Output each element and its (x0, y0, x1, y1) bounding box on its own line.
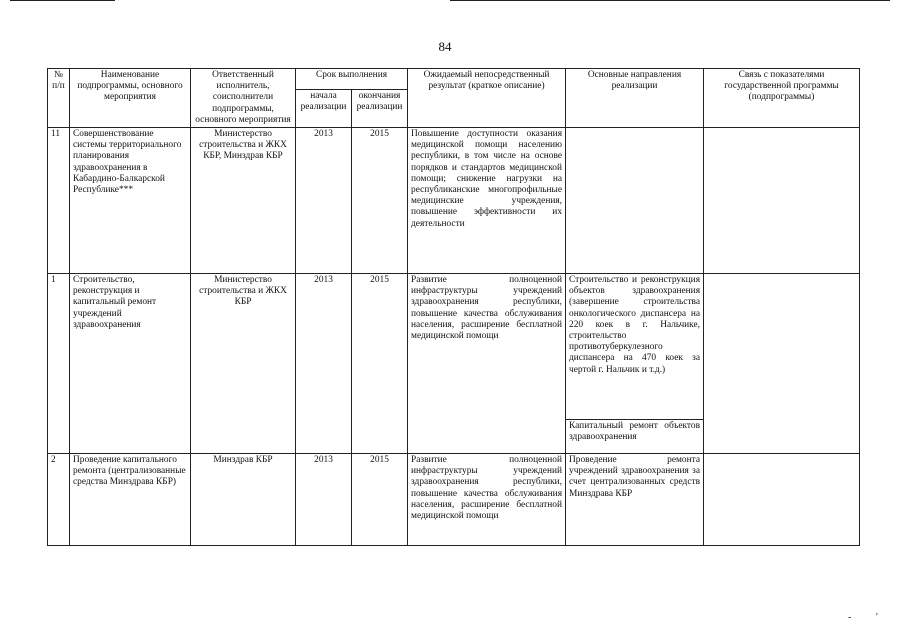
direction-item: Капитальный ремонт объектов здравоохранения (566, 419, 703, 444)
row-directions (566, 128, 704, 274)
row-num: 11 (48, 128, 70, 274)
header-end: окончания реализации (352, 90, 408, 128)
row-link (704, 274, 860, 454)
scan-mark: - (848, 612, 852, 623)
row-result: Повышение доступности оказания медицинской помощи населению республики, в том числе на основе порядков и стандартов медицинской помощи; снижение нагрузки на республиканские многопрофильные медицинские учреждения, повышение эффективности их деятельности (408, 128, 566, 274)
table-row (48, 454, 860, 546)
row-result: Развитие полноценной инфраструктуры учреждений здравоохранения республики, повышение качества обслуживания населения, расширение бесплатной медицинской помощи (408, 274, 566, 454)
row-directions (566, 274, 704, 454)
row-end: 2015 (352, 454, 408, 546)
scan-mark: ' (876, 612, 878, 623)
directions-subtable (566, 274, 703, 444)
row-start: 2013 (296, 274, 352, 454)
header-name: Наименование подпрограммы, основного мероприятия (70, 69, 191, 128)
row-end: 2015 (352, 274, 408, 454)
row-link (704, 454, 860, 546)
row-num: 2 (48, 454, 70, 546)
header-link: Связь с показателями государственной программы (подпрограммы) (704, 69, 860, 128)
row-directions: Проведение ремонта учреждений здравоохранения за счет централизованных средств Минздрава КБР (566, 454, 704, 546)
row-link (704, 128, 860, 274)
table-row (48, 274, 860, 454)
top-rule-right (450, 0, 890, 1)
row-result: Развитие полноценной инфраструктуры учреждений здравоохранения республики, повышение качества обслуживания населения, расширение бесплатной медицинской помощи (408, 454, 566, 546)
row-name: Проведение капитального ремонта (централизованные средства Минздрава КБР) (70, 454, 191, 546)
row-responsible: Министерство строительства и ЖКХ КБР (191, 274, 296, 454)
table-row (48, 128, 860, 274)
header-start: начала реализации (296, 90, 352, 128)
page-number: 84 (438, 39, 452, 54)
row-responsible: Минздрав КБР (191, 454, 296, 546)
row-responsible: Министерство строительства и ЖКХ КБР, Минздрав КБР (191, 128, 296, 274)
row-name: Строительство, реконструкция и капитальный ремонт учреждений здравоохранения (70, 274, 191, 454)
top-rule-left (10, 0, 115, 1)
header-num: № п/п (48, 69, 70, 128)
header-result: Ожидаемый непосредственный результат (краткое описание) (408, 69, 566, 128)
row-end: 2015 (352, 128, 408, 274)
row-name: Совершенствование системы территориального планирования здравоохранения в Кабардино-Балкарской Республике*** (70, 128, 191, 274)
row-start: 2013 (296, 454, 352, 546)
direction-item: Строительство и реконструкция объектов здравоохранения (завершение строительства онкологического диспансера на 220 коек в г. Нальчике, строительство противотуберкулезного диспансера на 470 коек за чертой г. Нальчик и т.д.) (569, 275, 701, 375)
program-table (47, 68, 860, 546)
row-num: 1 (48, 274, 70, 454)
header-row-1 (48, 69, 860, 90)
header-responsible: Ответственный исполнитель, соисполнители подпрограммы, основного мероприятия (191, 69, 296, 128)
header-directions: Основные направления реализации (566, 69, 704, 128)
header-term: Срок выполнения (296, 69, 408, 90)
row-start: 2013 (296, 128, 352, 274)
